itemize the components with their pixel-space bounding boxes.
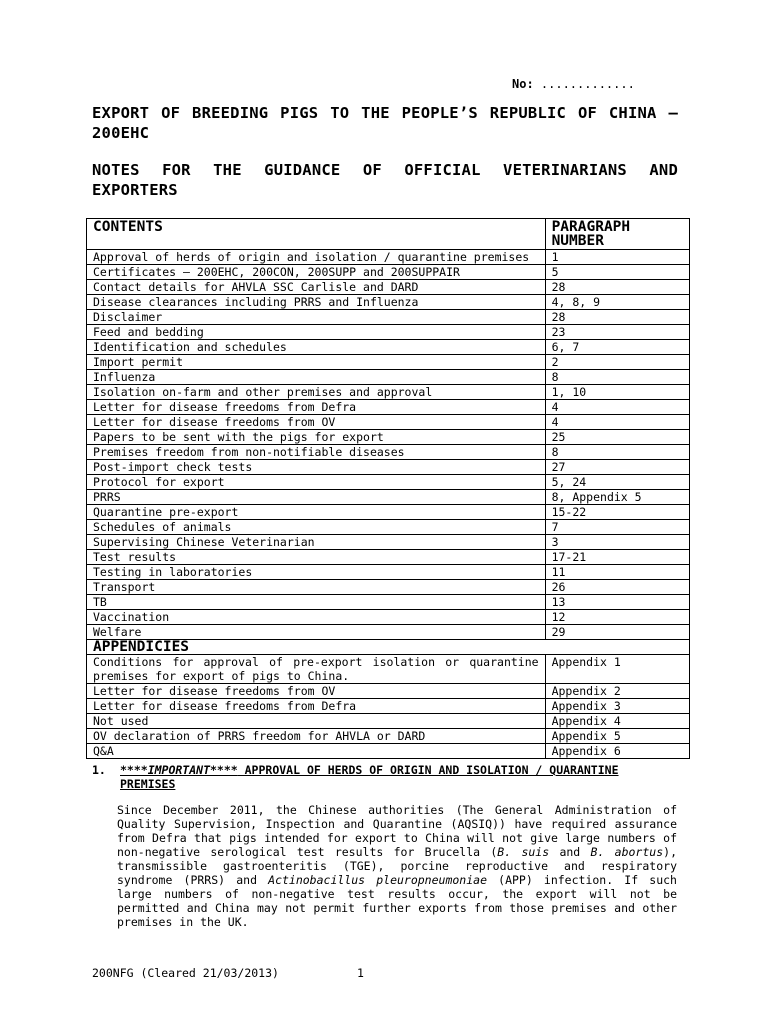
species-b-suis: B. suis (497, 845, 550, 859)
table-row (87, 280, 690, 295)
topic-cell: Feed and bedding (87, 325, 546, 340)
appendicies-row (87, 640, 690, 655)
topic-cell: OV declaration of PRRS freedom for AHVLA or DARD (87, 729, 546, 744)
topic-cell: Certificates – 200EHC, 200CON, 200SUPP and 200SUPPAIR (87, 265, 546, 280)
paragraph-cell: Appendix 5 (545, 729, 689, 744)
topic-cell: Letter for disease freedoms from Defra (87, 699, 546, 714)
paragraph-cell: 6, 7 (545, 340, 689, 355)
paragraph-cell: 8 (545, 445, 689, 460)
topic-cell: Letter for disease freedoms from Defra (87, 400, 546, 415)
topic-cell: Identification and schedules (87, 340, 546, 355)
section-title (120, 763, 640, 791)
paragraph-cell: 12 (545, 610, 689, 625)
paragraph-cell: 28 (545, 280, 689, 295)
table-row (87, 550, 690, 565)
table-row (87, 595, 690, 610)
topic-cell: Premises freedom from non-notifiable diseases (87, 445, 546, 460)
table-row (87, 460, 690, 475)
table-row (87, 565, 690, 580)
paragraph-cell: 4 (545, 400, 689, 415)
species-b-abortus: B. abortus (590, 845, 664, 859)
paragraph-cell: 28 (545, 310, 689, 325)
paragraph-cell: Appendix 3 (545, 699, 689, 714)
paragraph-cell: 4 (545, 415, 689, 430)
paragraph-text: and (549, 845, 591, 859)
paragraph-text: (APP) infection. If such large numbers of non-negative test results occur, the export will not be permitted and China may not permit further exports from those premises and other premises in the UK. (117, 873, 677, 929)
paragraph-cell: 25 (545, 430, 689, 445)
topic-cell: Vaccination (87, 610, 546, 625)
paragraph-cell: Appendix 1 (545, 655, 689, 684)
table-row (87, 625, 690, 640)
topic-cell: Letter for disease freedoms from OV (87, 415, 546, 430)
topic-cell: Supervising Chinese Veterinarian (87, 535, 546, 550)
important-marker: ****IMPORTANT**** (120, 763, 238, 777)
paragraph-cell: 3 (545, 535, 689, 550)
topic-cell: Contact details for AHVLA SSC Carlisle and DARD (87, 280, 546, 295)
table-row (87, 445, 690, 460)
section-1-paragraph (117, 803, 677, 929)
topic-cell: Protocol for export (87, 475, 546, 490)
table-row (87, 400, 690, 415)
topic-cell: Schedules of animals (87, 520, 546, 535)
table-row (87, 265, 690, 280)
table-row (87, 340, 690, 355)
contents-table (86, 218, 690, 759)
paragraph-number-header: PARAGRAPH NUMBER (545, 219, 689, 250)
topic-cell: Quarantine pre-export (87, 505, 546, 520)
paragraph-cell: 29 (545, 625, 689, 640)
table-row (87, 295, 690, 310)
table-row (87, 430, 690, 445)
topic-cell: Conditions for approval of pre-export isolation or quarantine premises for export of pigs to China. (87, 655, 546, 684)
table-row (87, 355, 690, 370)
species-actinobacillus: Actinobacillus pleuropneumoniae (268, 873, 487, 887)
main-title: EXPORT OF BREEDING PIGS TO THE PEOPLE’S REPUBLIC OF CHINA – 200EHC (92, 104, 678, 142)
topic-cell: Disclaimer (87, 310, 546, 325)
topic-cell: Not used (87, 714, 546, 729)
document-number-label: No: (512, 77, 534, 91)
topic-cell: Influenza (87, 370, 546, 385)
paragraph-cell: 27 (545, 460, 689, 475)
page-footer (92, 966, 364, 980)
appendix-row (87, 699, 690, 714)
sub-title: NOTES FOR THE GUIDANCE OF OFFICIAL VETERINARIANS AND EXPORTERS (92, 161, 678, 199)
paragraph-cell: Appendix 4 (545, 714, 689, 729)
contents-header: CONTENTS (87, 219, 546, 250)
table-row (87, 520, 690, 535)
paragraph-cell: 8 (545, 370, 689, 385)
appendix-row (87, 655, 690, 684)
paragraph-cell: 11 (545, 565, 689, 580)
section-number: 1. (92, 763, 106, 777)
table-row (87, 370, 690, 385)
table-row (87, 385, 690, 400)
topic-cell: Testing in laboratories (87, 565, 546, 580)
paragraph-cell: 23 (545, 325, 689, 340)
table-row (87, 310, 690, 325)
topic-cell: Post-import check tests (87, 460, 546, 475)
topic-cell: Disease clearances including PRRS and Influenza (87, 295, 546, 310)
paragraph-cell: 1 (545, 250, 689, 265)
paragraph-cell: 8, Appendix 5 (545, 490, 689, 505)
table-row (87, 580, 690, 595)
topic-cell: PRRS (87, 490, 546, 505)
table-row (87, 415, 690, 430)
paragraph-cell: 13 (545, 595, 689, 610)
appendix-row (87, 729, 690, 744)
topic-cell: Import permit (87, 355, 546, 370)
appendix-row (87, 744, 690, 759)
table-row (87, 535, 690, 550)
document-number-value: ............. (533, 77, 635, 91)
paragraph-text: Since December 2011, the Chinese authorities (The General Administration of Quality Supervision, Inspection and Quarantine (AQSIQ)) have required assurance from Defra that pigs intended for export to China will not give large numbers of non-negative serological test results for Brucella ( (117, 803, 677, 859)
table-row (87, 325, 690, 340)
paragraph-cell: 7 (545, 520, 689, 535)
paragraph-cell: Appendix 2 (545, 684, 689, 699)
topic-cell: Letter for disease freedoms from OV (87, 684, 546, 699)
topic-cell: Test results (87, 550, 546, 565)
paragraph-cell: 26 (545, 580, 689, 595)
paragraph-cell: 5 (545, 265, 689, 280)
paragraph-cell: 5, 24 (545, 475, 689, 490)
appendicies-label: APPENDICIES (87, 640, 690, 655)
footer-document-code: 200NFG (Cleared 21/03/2013) (92, 966, 279, 980)
table-row (87, 610, 690, 625)
paragraph-cell: 15-22 (545, 505, 689, 520)
topic-cell: TB (87, 595, 546, 610)
appendix-row (87, 714, 690, 729)
table-row (87, 490, 690, 505)
topic-cell: Isolation on-farm and other premises and approval (87, 385, 546, 400)
table-row (87, 475, 690, 490)
appendix-row (87, 684, 690, 699)
paragraph-cell: 1, 10 (545, 385, 689, 400)
document-number (512, 77, 635, 91)
topic-cell: Q&A (87, 744, 546, 759)
section-title-text: APPROVAL OF HERDS OF ORIGIN AND ISOLATION / QUARANTINE PREMISES (120, 763, 619, 791)
table-row (87, 505, 690, 520)
page-number: 1 (357, 966, 364, 980)
paragraph-cell: Appendix 6 (545, 744, 689, 759)
topic-cell: Papers to be sent with the pigs for export (87, 430, 546, 445)
topic-cell: Approval of herds of origin and isolation / quarantine premises (87, 250, 546, 265)
topic-cell: Welfare (87, 625, 546, 640)
contents-header-row (87, 219, 690, 250)
paragraph-cell: 17-21 (545, 550, 689, 565)
table-row (87, 250, 690, 265)
topic-cell: Transport (87, 580, 546, 595)
paragraph-cell: 2 (545, 355, 689, 370)
paragraph-cell: 4, 8, 9 (545, 295, 689, 310)
paragraph-text: ), transmissible gastroenteritis (TGE), porcine reproductive and respiratory syndrome (PRRS) and (117, 845, 677, 887)
